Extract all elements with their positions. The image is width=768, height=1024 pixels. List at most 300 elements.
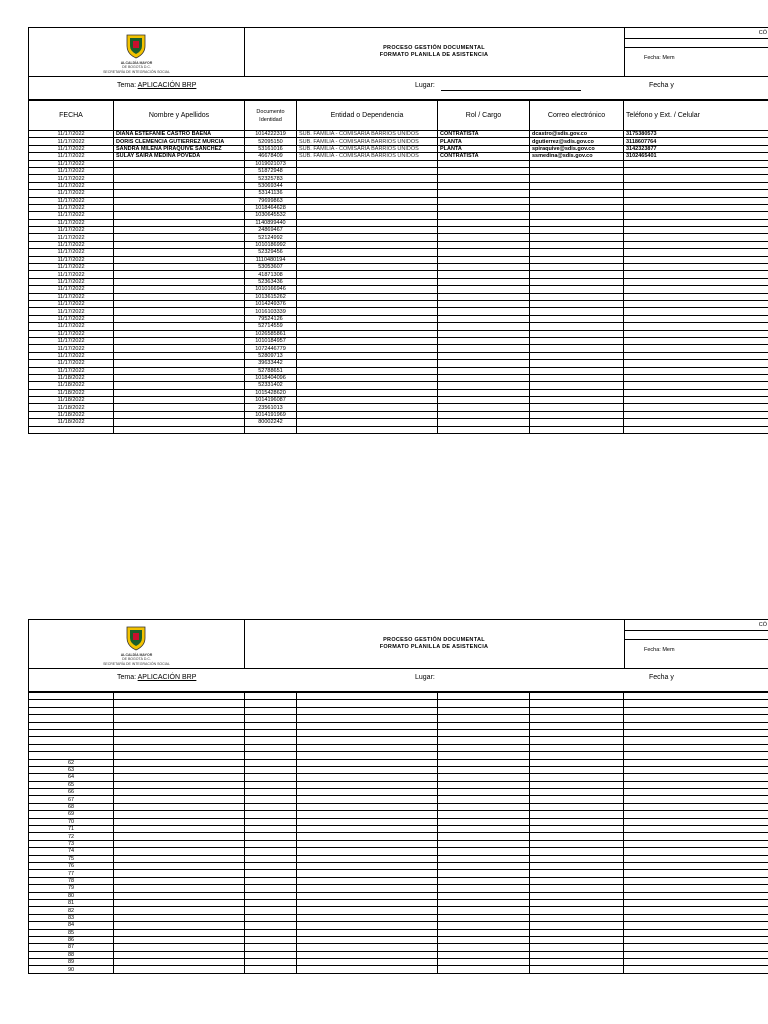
empty-cell [624, 914, 768, 921]
cell-entidad [297, 293, 438, 300]
empty-cell [624, 796, 768, 803]
cell-nombre [114, 264, 245, 271]
cell-entidad [297, 323, 438, 330]
cell-rol [438, 160, 530, 167]
cell-documento: 1140899440 [245, 219, 297, 226]
empty-cell [530, 840, 624, 847]
cell-entidad [297, 360, 438, 367]
cell-fecha: 11/17/2022 [29, 249, 114, 256]
empty-cell [297, 959, 438, 966]
cell-fecha: 11/18/2022 [29, 404, 114, 411]
code-label: CÓ [758, 30, 767, 36]
empty-cell [438, 855, 530, 862]
cell-documento: 1110480194 [245, 256, 297, 263]
cell-entidad: SUB. FAMILIA - COMISARIA BARRIOS UNIDOS [297, 138, 438, 145]
cell-documento: 53053607 [245, 264, 297, 271]
empty-cell [114, 877, 245, 884]
table-row [29, 404, 768, 411]
cell-documento: 24869467 [245, 227, 297, 234]
cell-correo [530, 360, 624, 367]
empty-cell [245, 781, 297, 788]
cell-telefono [624, 345, 768, 352]
cell-documento: 52809713 [245, 352, 297, 359]
cell-rol [438, 227, 530, 234]
cell-documento: 1030645532 [245, 212, 297, 219]
cell-nombre [114, 234, 245, 241]
empty-cell [438, 907, 530, 914]
empty-cell [245, 870, 297, 877]
cell-documento: 1026585861 [245, 330, 297, 337]
empty-cell [530, 936, 624, 943]
cell-telefono [624, 300, 768, 307]
empty-cell [114, 729, 245, 736]
cell-fecha: 11/17/2022 [29, 278, 114, 285]
empty-cell [530, 707, 624, 714]
empty-cell [530, 737, 624, 744]
empty-cell [530, 700, 624, 707]
empty-cell [297, 936, 438, 943]
table-row [29, 345, 768, 352]
cell-rol [438, 175, 530, 182]
cell-row-number: 82 [29, 907, 114, 914]
cell-documento: 1010186992 [245, 241, 297, 248]
cell-nombre [114, 167, 245, 174]
empty-cell [624, 907, 768, 914]
cell-telefono [624, 160, 768, 167]
empty-cell [530, 789, 624, 796]
empty-cell [438, 759, 530, 766]
empty-cell [624, 833, 768, 840]
cell-row-number: 80 [29, 892, 114, 899]
empty-cell [297, 870, 438, 877]
cell-fecha: 11/17/2022 [29, 300, 114, 307]
empty-cell [530, 811, 624, 818]
cell-rol [438, 212, 530, 219]
table-row [29, 308, 768, 315]
form-title: FORMATO PLANILLA DE ASISTENCIA [379, 644, 489, 650]
cell-fecha: 11/18/2022 [29, 382, 114, 389]
cell-correo: spiraquive@sdis.gov.co [530, 145, 624, 152]
cell-rol [438, 345, 530, 352]
cell-telefono [624, 286, 768, 293]
cell-fecha: 11/17/2022 [29, 264, 114, 271]
empty-cell [114, 707, 245, 714]
table-row [29, 145, 768, 152]
cell-fecha: 11/17/2022 [29, 241, 114, 248]
cell-fecha: 11/17/2022 [29, 160, 114, 167]
table-row [29, 175, 768, 182]
table-row [29, 337, 768, 344]
empty-cell [245, 796, 297, 803]
cell-nombre [114, 293, 245, 300]
cell-row-number: 81 [29, 899, 114, 906]
empty-cell [114, 700, 245, 707]
empty-cell [438, 744, 530, 751]
table-row [29, 789, 768, 796]
table-row [29, 300, 768, 307]
cell-telefono [624, 256, 768, 263]
cell-fecha: 11/17/2022 [29, 197, 114, 204]
empty-cell [624, 729, 768, 736]
table-row [29, 818, 768, 825]
cell-telefono [624, 175, 768, 182]
empty-cell [245, 944, 297, 951]
empty-cell [114, 929, 245, 936]
cell-nombre [114, 404, 245, 411]
cell-row-number: 68 [29, 803, 114, 810]
empty-cell [297, 826, 438, 833]
empty-cell [297, 715, 438, 722]
cell-entidad: SUB. FAMILIA - COMISARIA BARRIOS UNIDOS [297, 131, 438, 138]
cell-rol [438, 271, 530, 278]
cell-telefono [624, 278, 768, 285]
table-row [29, 870, 768, 877]
cell-fecha: 11/17/2022 [29, 330, 114, 337]
cell-nombre [114, 411, 245, 418]
empty-cell [438, 707, 530, 714]
cell-nombre [114, 315, 245, 322]
table-row [29, 885, 768, 892]
cell-rol [438, 256, 530, 263]
table-row [29, 160, 768, 167]
empty-cell [624, 722, 768, 729]
cell-fecha: 11/17/2022 [29, 175, 114, 182]
cell-rol [438, 197, 530, 204]
table-row [29, 323, 768, 330]
empty-cell [297, 848, 438, 855]
table-row [29, 811, 768, 818]
empty-cell [245, 722, 297, 729]
empty-cell [297, 877, 438, 884]
cell-fecha: 11/17/2022 [29, 308, 114, 315]
cell-telefono [624, 293, 768, 300]
cell-telefono [624, 374, 768, 381]
empty-cell [245, 811, 297, 818]
logo-subtitle: SECRETARÍA DE INTEGRACIÓN SOCIAL [103, 662, 170, 666]
empty-cell [245, 848, 297, 855]
empty-cell [624, 744, 768, 751]
table-row [29, 759, 768, 766]
cell-documento: 1010166946 [245, 286, 297, 293]
empty-cell [624, 892, 768, 899]
table-row [29, 929, 768, 936]
cell-documento: 51872948 [245, 167, 297, 174]
empty-cell [297, 818, 438, 825]
empty-cell [438, 752, 530, 759]
col-entidad: Entidad o Dependencia [297, 101, 438, 131]
empty-cell [438, 966, 530, 973]
table-row [29, 271, 768, 278]
empty-cell [297, 789, 438, 796]
empty-cell [114, 936, 245, 943]
cell-nombre [114, 360, 245, 367]
cell-correo [530, 315, 624, 322]
cell-fecha: 11/17/2022 [29, 286, 114, 293]
cell-documento: 1010184957 [245, 337, 297, 344]
empty-cell [114, 715, 245, 722]
table-row [29, 367, 768, 374]
cell-documento: 79699863 [245, 197, 297, 204]
col-fecha: FECHA [29, 101, 114, 131]
empty-cell [297, 803, 438, 810]
cell-rol [438, 249, 530, 256]
cell-entidad [297, 219, 438, 226]
empty-cell [438, 818, 530, 825]
cell-fecha: 11/17/2022 [29, 256, 114, 263]
empty-cell [245, 774, 297, 781]
logo-line2: DE BOGOTÁ D.C. [122, 65, 151, 69]
cell-row-number: 73 [29, 840, 114, 847]
tema-label: Tema: [117, 674, 137, 681]
empty-cell [438, 693, 530, 700]
table-row-empty [29, 715, 768, 722]
table-row [29, 315, 768, 322]
cell-correo [530, 286, 624, 293]
attendance-sheet-page-2 [28, 619, 768, 974]
cell-rol [438, 360, 530, 367]
cell-fecha: 11/17/2022 [29, 182, 114, 189]
table-row [29, 256, 768, 263]
table-row-empty [29, 744, 768, 751]
empty-cell [624, 877, 768, 884]
empty-cell [29, 715, 114, 722]
fecha-hora-label: Fecha y [649, 82, 674, 89]
cell-documento: 1018404096 [245, 374, 297, 381]
cell-rol: CONTRATISTA [438, 153, 530, 160]
table-row-empty [29, 729, 768, 736]
empty-cell [438, 700, 530, 707]
table-row [29, 330, 768, 337]
empty-cell [297, 737, 438, 744]
cell-telefono [624, 249, 768, 256]
cell-correo [530, 234, 624, 241]
cell-nombre [114, 160, 245, 167]
empty-cell [624, 803, 768, 810]
empty-cell [624, 774, 768, 781]
cell-entidad [297, 389, 438, 396]
empty-cell [624, 936, 768, 943]
cell-nombre [114, 374, 245, 381]
empty-cell [245, 833, 297, 840]
empty-cell [530, 959, 624, 966]
cell-documento: 1015428620 [245, 389, 297, 396]
cell-documento: 52363436 [245, 278, 297, 285]
empty-cell [114, 892, 245, 899]
table-row [29, 293, 768, 300]
empty-cell [29, 426, 114, 433]
empty-cell [438, 848, 530, 855]
cell-fecha: 11/17/2022 [29, 345, 114, 352]
cell-row-number: 69 [29, 811, 114, 818]
cell-entidad [297, 300, 438, 307]
empty-cell [624, 959, 768, 966]
empty-cell [245, 885, 297, 892]
cell-correo [530, 271, 624, 278]
cell-entidad [297, 404, 438, 411]
cell-nombre [114, 204, 245, 211]
empty-cell [297, 722, 438, 729]
cell-nombre [114, 330, 245, 337]
cell-fecha: 11/17/2022 [29, 323, 114, 330]
cell-entidad: SUB. FAMILIA - COMISARIA BARRIOS UNIDOS [297, 153, 438, 160]
table-row [29, 840, 768, 847]
cell-telefono [624, 219, 768, 226]
empty-cell [297, 744, 438, 751]
version-row [624, 38, 768, 48]
empty-cell [245, 803, 297, 810]
empty-cell [245, 766, 297, 773]
cell-nombre [114, 182, 245, 189]
table-row [29, 966, 768, 973]
table-row [29, 219, 768, 226]
empty-cell [530, 862, 624, 869]
cell-correo [530, 389, 624, 396]
cell-telefono [624, 397, 768, 404]
empty-cell [114, 833, 245, 840]
cell-telefono [624, 352, 768, 359]
cell-nombre [114, 300, 245, 307]
empty-cell [114, 789, 245, 796]
cell-row-number: 62 [29, 759, 114, 766]
cell-rol: PLANTA [438, 145, 530, 152]
cell-entidad [297, 182, 438, 189]
cell-rol [438, 337, 530, 344]
empty-cell [114, 766, 245, 773]
cell-correo [530, 411, 624, 418]
cell-telefono [624, 182, 768, 189]
cell-nombre [114, 352, 245, 359]
cell-row-number: 87 [29, 944, 114, 951]
cell-entidad [297, 190, 438, 197]
empty-cell [624, 862, 768, 869]
empty-cell [624, 759, 768, 766]
empty-cell [29, 722, 114, 729]
cell-correo [530, 197, 624, 204]
version-row [624, 630, 768, 640]
empty-cell [530, 693, 624, 700]
cell-row-number: 63 [29, 766, 114, 773]
empty-cell [530, 796, 624, 803]
cell-nombre [114, 197, 245, 204]
cell-rol [438, 300, 530, 307]
cell-fecha: 11/17/2022 [29, 219, 114, 226]
cell-nombre [114, 278, 245, 285]
title-cell [244, 28, 625, 76]
empty-cell [530, 885, 624, 892]
cell-telefono [624, 337, 768, 344]
attendance-table-2 [28, 692, 768, 974]
empty-cell [114, 885, 245, 892]
empty-cell [29, 744, 114, 751]
empty-cell [297, 966, 438, 973]
cell-correo [530, 256, 624, 263]
table-row [29, 234, 768, 241]
cell-fecha: 11/17/2022 [29, 167, 114, 174]
table-row [29, 803, 768, 810]
cell-entidad [297, 345, 438, 352]
empty-cell [530, 922, 624, 929]
empty-cell [114, 744, 245, 751]
process-title: PROCESO GESTIÓN DOCUMENTAL [383, 637, 485, 643]
cell-correo [530, 182, 624, 189]
table-row [29, 131, 768, 138]
empty-cell [624, 789, 768, 796]
cell-row-number: 84 [29, 922, 114, 929]
empty-cell [114, 796, 245, 803]
cell-nombre [114, 212, 245, 219]
empty-cell [297, 944, 438, 951]
table-row [29, 781, 768, 788]
cell-row-number: 67 [29, 796, 114, 803]
table-row [29, 419, 768, 426]
title-cell-2 [244, 620, 625, 668]
cell-entidad [297, 271, 438, 278]
empty-cell [530, 899, 624, 906]
empty-cell [29, 752, 114, 759]
empty-cell [297, 914, 438, 921]
empty-cell [624, 766, 768, 773]
cell-correo [530, 352, 624, 359]
cell-row-number: 88 [29, 951, 114, 958]
cell-documento: 1014191969 [245, 411, 297, 418]
empty-cell [114, 781, 245, 788]
logo-subtitle: SECRETARÍA DE INTEGRACIÓN SOCIAL [103, 70, 170, 74]
table-row [29, 212, 768, 219]
cell-documento: 52331402 [245, 382, 297, 389]
empty-cell [297, 759, 438, 766]
empty-cell [245, 737, 297, 744]
cell-row-number: 89 [29, 959, 114, 966]
cell-fecha: 11/17/2022 [29, 227, 114, 234]
cell-nombre [114, 286, 245, 293]
fecha-memo-label: Fecha: Mem [644, 55, 675, 61]
empty-cell [438, 789, 530, 796]
table-row [29, 951, 768, 958]
empty-cell [438, 729, 530, 736]
empty-cell [245, 929, 297, 936]
form-header [28, 27, 768, 77]
cell-fecha: 11/17/2022 [29, 145, 114, 152]
cell-fecha: 11/18/2022 [29, 397, 114, 404]
bogota-coat-of-arms-logo [123, 32, 149, 60]
empty-cell [530, 766, 624, 773]
table-row [29, 204, 768, 211]
cell-fecha: 11/18/2022 [29, 374, 114, 381]
code-cell [624, 28, 768, 76]
empty-cell [438, 737, 530, 744]
cell-telefono [624, 264, 768, 271]
cell-correo [530, 419, 624, 426]
cell-telefono [624, 419, 768, 426]
cell-rol [438, 411, 530, 418]
cell-documento: 1019021073 [245, 160, 297, 167]
logo-line1: ALCALDÍA MAYOR [120, 653, 153, 657]
cell-rol [438, 315, 530, 322]
empty-cell [245, 789, 297, 796]
table-row [29, 190, 768, 197]
table-row-empty [29, 722, 768, 729]
cell-row-number: 70 [29, 818, 114, 825]
cell-correo [530, 293, 624, 300]
cell-rol [438, 374, 530, 381]
empty-cell [624, 811, 768, 818]
empty-cell [624, 700, 768, 707]
cell-entidad [297, 256, 438, 263]
cell-rol [438, 167, 530, 174]
form-title: FORMATO PLANILLA DE ASISTENCIA [379, 52, 489, 58]
cell-documento: 79524126 [245, 315, 297, 322]
cell-telefono [624, 404, 768, 411]
